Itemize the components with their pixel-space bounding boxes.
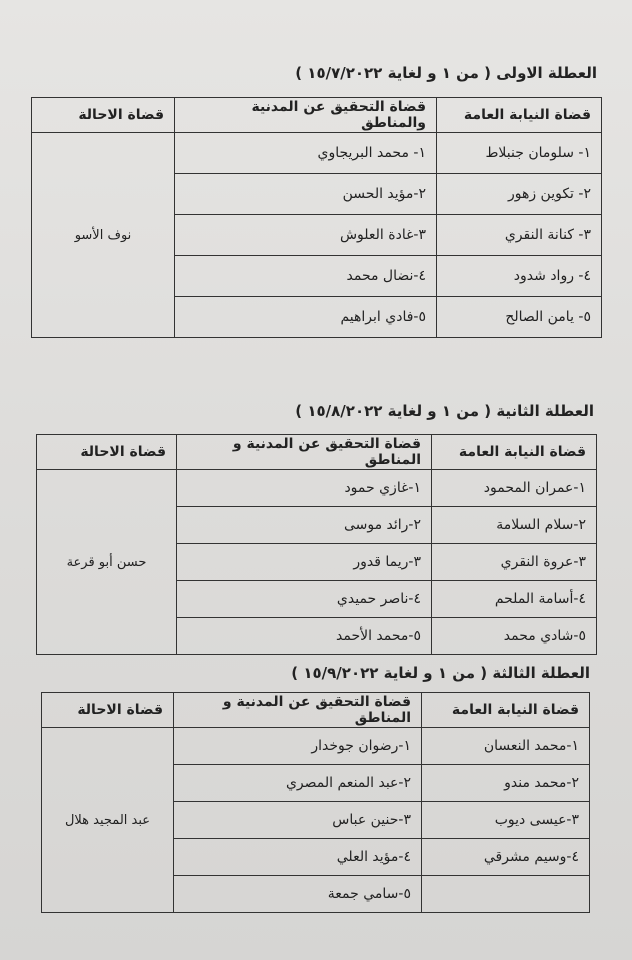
table-row [42, 728, 590, 765]
prosecution-judge: ١-عمران المحمود [432, 470, 597, 507]
prosecution-judge: ٢- تكوين زهور [437, 174, 602, 215]
table-row [37, 470, 597, 507]
table-header-row [42, 693, 590, 728]
table-header-row [37, 435, 597, 470]
prosecution-judge: ٣-عروة النقري [432, 544, 597, 581]
referral-judge: نوف الأسو [32, 133, 175, 338]
investigation-judge: ٥-محمد الأحمد [177, 618, 432, 655]
prosecution-judge: ٣-عيسى ديوب [422, 802, 590, 839]
investigation-judge: ١-غازي حمود [177, 470, 432, 507]
prosecution-judge [422, 876, 590, 913]
column-header-referral: قضاة الاحالة [32, 98, 175, 133]
investigation-judge: ٢-عبد المنعم المصري [174, 765, 422, 802]
prosecution-judge: ٢-سلام السلامة [432, 507, 597, 544]
table-header-row [32, 98, 602, 133]
investigation-judge: ٥-سامي جمعة [174, 876, 422, 913]
section-title: العطلة الثانية ( من ١ و لغاية ١٥/٨/٢٠٢٢ ) [295, 402, 594, 420]
investigation-judge: ٢-رائد موسى [177, 507, 432, 544]
investigation-judge: ٣-حنين عباس [174, 802, 422, 839]
column-header-prosecution: قضاة النيابة العامة [432, 435, 597, 470]
prosecution-judge: ٤- رواد شدود [437, 256, 602, 297]
prosecution-judge: ١- سلومان جنبلاط [437, 133, 602, 174]
prosecution-judge: ٤-وسيم مشرقي [422, 839, 590, 876]
column-header-prosecution: قضاة النيابة العامة [437, 98, 602, 133]
referral-judge: عبد المجيد هلال [42, 728, 174, 913]
table-row [32, 133, 602, 174]
prosecution-judge: ٥-شادي محمد [432, 618, 597, 655]
prosecution-judge: ٥- يامن الصالح [437, 297, 602, 338]
schedule-table [36, 434, 597, 655]
investigation-judge: ٢-مؤيد الحسن [175, 174, 437, 215]
referral-judge: حسن أبو قرعة [37, 470, 177, 655]
schedule-table [31, 97, 602, 338]
prosecution-judge: ٣- كنانة النقري [437, 215, 602, 256]
prosecution-judge: ١-محمد النعسان [422, 728, 590, 765]
section-title: العطلة الثالثة ( من ١ و لغاية ١٥/٩/٢٠٢٢ ) [291, 664, 590, 682]
column-header-referral: قضاة الاحالة [37, 435, 177, 470]
investigation-judge: ٤-نضال محمد [175, 256, 437, 297]
investigation-judge: ٥-فادي ابراهيم [175, 297, 437, 338]
investigation-judge: ٤-ناصر حميدي [177, 581, 432, 618]
column-header-investigation: قضاة التحقيق عن المدنية و المناطق [174, 693, 422, 728]
column-header-investigation: قضاة التحقيق عن المدنية و المناطق [177, 435, 432, 470]
prosecution-judge: ٢-محمد مندو [422, 765, 590, 802]
investigation-judge: ١- محمد البريجاوي [175, 133, 437, 174]
investigation-judge: ٣-غادة العلوش [175, 215, 437, 256]
schedule-table [41, 692, 590, 913]
investigation-judge: ٣-ريما قدور [177, 544, 432, 581]
prosecution-judge: ٤-أسامة الملحم [432, 581, 597, 618]
investigation-judge: ٤-مؤيد العلي [174, 839, 422, 876]
section-title: العطلة الاولى ( من ١ و لغاية ١٥/٧/٢٠٢٢ ) [295, 64, 597, 82]
investigation-judge: ١-رضوان جوخدار [174, 728, 422, 765]
column-header-referral: قضاة الاحالة [42, 693, 174, 728]
column-header-prosecution: قضاة النيابة العامة [422, 693, 590, 728]
column-header-investigation: قضاة التحقيق عن المدنية والمناطق [175, 98, 437, 133]
